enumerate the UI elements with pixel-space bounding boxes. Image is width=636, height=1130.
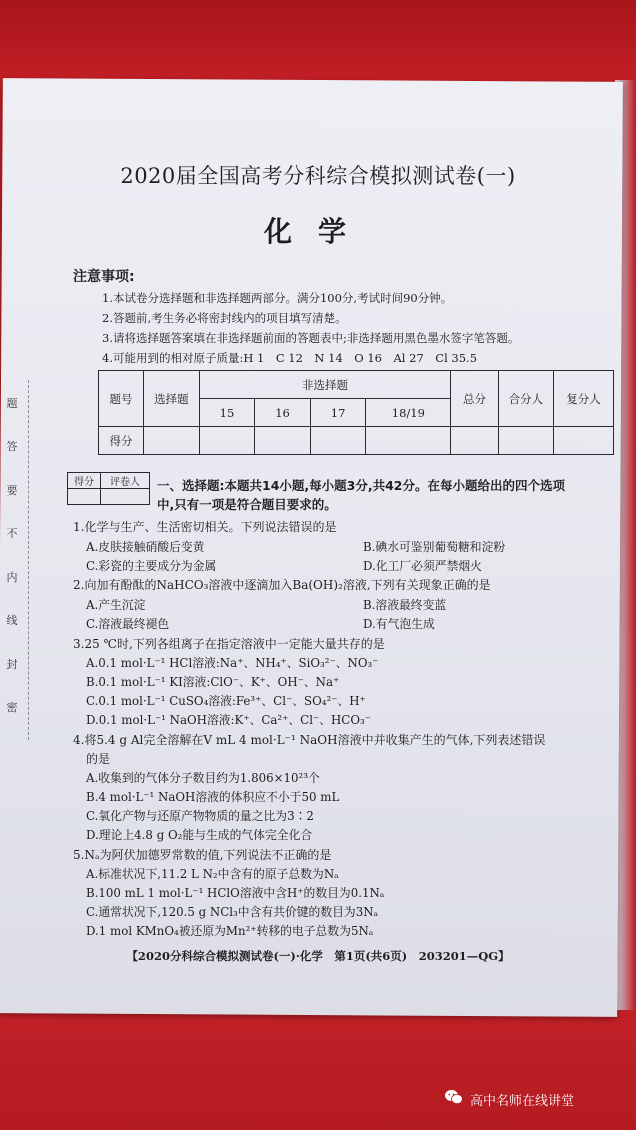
header-nonchoice: 非选择题 — [199, 371, 451, 399]
option-c[interactable]: C.溶液最终褪色 — [86, 617, 170, 631]
seal-dashed-line — [28, 380, 29, 740]
option-a[interactable]: A.标准状况下,11.2 L N₂中含有的原子总数为Nₐ — [86, 867, 339, 881]
seal-char: 答 — [6, 440, 18, 454]
section-heading: 一、选择题:本题共14小题,每小题3分,共42分。在每小题给出的四个选项 — [157, 478, 565, 493]
seal-char: 要 — [6, 483, 18, 497]
header-q18-19: 18/19 — [366, 399, 451, 427]
header-q16: 16 — [255, 399, 311, 427]
red-background-bottom — [0, 1010, 636, 1130]
question-stem: 4.将5.4 g Al完全溶解在V mL 4 mol·L⁻¹ NaOH溶液中并收集产生的气体,下列表述错误 — [73, 733, 546, 747]
wechat-icon — [444, 1089, 464, 1105]
grader-name-cell[interactable] — [101, 489, 150, 505]
option-d[interactable]: D.化工厂必须严禁烟火 — [363, 559, 482, 573]
score-cell[interactable] — [310, 427, 366, 455]
notice-item: 1.本试卷分选择题和非选择题两部分。满分100分,考试时间90分钟。 — [102, 291, 453, 305]
option-c[interactable]: C.氧化产物与还原产物物质的量之比为3∶2 — [86, 809, 314, 823]
seal-line-text — [2, 395, 22, 715]
score-cell[interactable] — [366, 427, 451, 455]
notice-item: 4.可能用到的相对原子质量:H 1 C 12 N 14 O 16 Al 27 Cl 35.5 — [102, 351, 478, 365]
header-reviewer: 复分人 — [554, 371, 614, 427]
grader-label: 评卷人 — [101, 473, 150, 489]
header-q17: 17 — [310, 399, 366, 427]
grader-box — [67, 472, 150, 505]
question-stem: 1.化学与生产、生活密切相关。下列说法错误的是 — [73, 520, 337, 534]
option-b[interactable]: B.4 mol·L⁻¹ NaOH溶液的体积应不小于50 mL — [86, 790, 340, 804]
seal-char: 线 — [6, 614, 18, 628]
option-b[interactable]: B.碘水可鉴别葡萄糖和淀粉 — [363, 540, 506, 554]
option-a[interactable]: A.0.1 mol·L⁻¹ HCl溶液:Na⁺、NH₄⁺、SiO₃²⁻、NO₃⁻ — [86, 656, 379, 670]
option-b[interactable]: B.100 mL 1 mol·L⁻¹ HClO溶液中含H⁺的数目为0.1Nₐ — [86, 886, 385, 900]
score-cell[interactable] — [199, 427, 255, 455]
grader-score-label: 得分 — [68, 473, 101, 489]
score-cell[interactable] — [255, 427, 311, 455]
option-a[interactable]: A.收集到的气体分子数目约为1.806×10²³个 — [86, 771, 320, 785]
header-scorer: 合分人 — [498, 371, 554, 427]
header-question: 题号 — [99, 371, 144, 427]
score-cell[interactable] — [451, 427, 498, 455]
watermark-text: 高中名师在线讲堂 — [470, 1094, 575, 1109]
seal-char: 密 — [6, 700, 18, 714]
option-a[interactable]: A.产生沉淀 — [86, 598, 146, 612]
question-stem: 3.25 ℃时,下列各组离子在指定溶液中一定能大量共存的是 — [73, 637, 385, 651]
option-b[interactable]: B.0.1 mol·L⁻¹ KI溶液:ClO⁻、K⁺、OH⁻、Na⁺ — [86, 675, 340, 689]
option-c[interactable]: C.通常状况下,120.5 g NCl₃中含有共价键的数目为3Nₐ — [86, 905, 379, 919]
option-d[interactable]: D.有气泡生成 — [363, 617, 435, 631]
option-d[interactable]: D.理论上4.8 g O₂能与生成的气体完全化合 — [86, 828, 313, 842]
subject-title: 化学 — [263, 215, 372, 248]
option-d[interactable]: D.1 mol KMnO₄被还原为Mn²⁺转移的电子总数为5Nₐ — [86, 924, 374, 938]
option-c[interactable]: C.彩瓷的主要成分为金属 — [86, 559, 217, 573]
score-cell[interactable] — [498, 427, 554, 455]
notice-item: 3.请将选择题答案填在非选择题前面的答题表中;非选择题用黑色墨水签字笔答题。 — [102, 331, 520, 345]
option-a[interactable]: A.皮肤接触硝酸后变黄 — [86, 540, 205, 554]
exam-title: 2020届全国高考分科综合模拟测试卷(一) — [120, 164, 516, 188]
red-background-top — [0, 0, 636, 90]
header-choice: 选择题 — [144, 371, 200, 427]
row-score-label: 得分 — [99, 427, 144, 455]
page-footer: 【2020分科综合模拟测试卷(一)·化学 第1页(共6页) 203201—QG】 — [126, 949, 510, 963]
score-cell[interactable] — [554, 427, 614, 455]
notice-item: 2.答题前,考生务必将密封线内的项目填写清楚。 — [102, 311, 347, 325]
option-c[interactable]: C.0.1 mol·L⁻¹ CuSO₄溶液:Fe³⁺、Cl⁻、SO₄²⁻、H⁺ — [86, 694, 366, 708]
option-b[interactable]: B.溶液最终变蓝 — [363, 598, 447, 612]
header-total: 总分 — [451, 371, 498, 427]
question-stem-cont: 的是 — [86, 752, 111, 766]
seal-char: 封 — [6, 657, 18, 671]
question-stem: 2.向加有酚酞的NaHCO₃溶液中逐滴加入Ba(OH)₂溶液,下列有关现象正确的是 — [73, 578, 491, 592]
notice-heading: 注意事项: — [73, 269, 135, 285]
score-table — [98, 370, 614, 455]
header-q15: 15 — [199, 399, 255, 427]
question-stem: 5.Nₐ为阿伏加德罗常数的值,下列说法不正确的是 — [73, 848, 332, 862]
score-cell[interactable] — [144, 427, 200, 455]
seal-char: 题 — [6, 397, 18, 410]
grader-score-cell[interactable] — [68, 489, 101, 505]
seal-char: 内 — [6, 570, 18, 584]
section-heading-cont: 中,只有一项是符合题目要求的。 — [157, 497, 337, 512]
seal-char: 不 — [6, 527, 18, 541]
option-d[interactable]: D.0.1 mol·L⁻¹ NaOH溶液:K⁺、Ca²⁺、Cl⁻、HCO₃⁻ — [86, 713, 371, 727]
